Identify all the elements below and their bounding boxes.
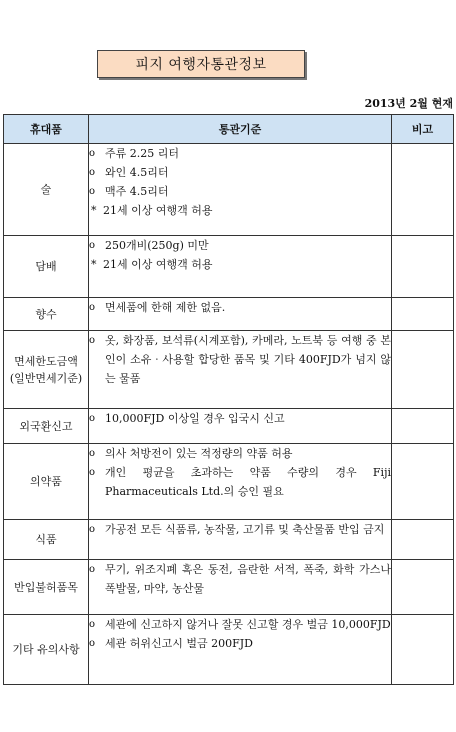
header-remarks: 비고 — [392, 115, 454, 144]
bullet-icon: o — [89, 564, 96, 575]
bullet-icon: o — [89, 413, 96, 424]
standard-text: 와인 4.5리터 — [105, 166, 169, 179]
bullet-icon: o — [89, 524, 96, 535]
table-row — [4, 298, 454, 331]
bullet-icon: o — [89, 619, 96, 630]
table-row — [4, 144, 454, 236]
category-label: (일반면세기준) — [9, 371, 83, 385]
row-standard — [89, 409, 392, 444]
row-standard — [89, 236, 392, 298]
row-category — [4, 236, 89, 298]
row-category — [4, 560, 89, 615]
row-standard — [89, 615, 392, 685]
standard-text: 21세 이상 여행객 허용 — [103, 204, 213, 217]
table-row — [4, 444, 454, 520]
row-standard — [89, 560, 392, 615]
bullet-icon: o — [89, 240, 96, 251]
bullet-icon: o — [89, 148, 96, 159]
category-label: 외국환신고 — [19, 419, 73, 433]
standard-text: 21세 이상 여행객 허용 — [103, 258, 213, 271]
bullet-icon: o — [89, 335, 96, 346]
row-category — [4, 409, 89, 444]
row-standard — [89, 520, 392, 560]
list-item — [89, 255, 391, 274]
category-label: 담배 — [35, 260, 57, 273]
table-row — [4, 331, 454, 409]
list-item — [89, 444, 391, 463]
table-row — [4, 560, 454, 615]
bullet-icon: o — [89, 638, 96, 649]
category-label: 향수 — [35, 307, 57, 321]
list-item — [89, 182, 391, 201]
standard-text: 맥주 4.5리터 — [105, 185, 169, 198]
category-label: 면세한도금액 — [14, 354, 78, 368]
row-category — [4, 298, 89, 331]
category-label: 식품 — [35, 533, 57, 546]
row-category — [4, 444, 89, 520]
standard-text: 10,000FJD 이상일 경우 입국시 신고 — [105, 412, 285, 425]
standard-text: 세관 허위신고시 벌금 200FJD — [105, 637, 253, 650]
list-item — [89, 409, 391, 428]
row-category — [4, 520, 89, 560]
list-item — [89, 560, 391, 598]
row-remarks — [392, 298, 454, 331]
bullet-icon: o — [89, 467, 96, 478]
page-title: 피지 여행자통관정보 — [97, 50, 305, 78]
category-label: 술 — [40, 183, 52, 196]
row-remarks — [392, 236, 454, 298]
table-row — [4, 236, 454, 298]
table-body — [4, 144, 454, 685]
customs-table — [3, 114, 454, 685]
header-category: 휴대품 — [4, 115, 89, 144]
list-item — [89, 634, 391, 653]
list-item — [89, 163, 391, 182]
list-item — [89, 615, 391, 634]
list-item — [89, 144, 391, 163]
list-item — [89, 463, 391, 501]
category-label: 의약품 — [30, 475, 62, 488]
bullet-icon: o — [89, 167, 96, 178]
table-row — [4, 615, 454, 685]
standard-text: 옷, 화장품, 보석류(시계포함), 카메라, 노트북 등 여행 중 본인이 소유‧사용할 합당한 품목 및 기타 400FJD가 넘지 않는 물품 — [105, 334, 391, 385]
table-header-row — [4, 115, 454, 144]
standard-text: 250개비(250g) 미만 — [105, 239, 209, 252]
bullet-icon: o — [89, 448, 96, 459]
category-label: 기타 유의사항 — [12, 643, 80, 656]
standard-text: 주류 2.25 리터 — [105, 147, 179, 160]
list-item — [89, 236, 391, 255]
row-standard — [89, 298, 392, 331]
standard-text: 개인 평균을 초과하는 약품 수량의 경우 Fiji Pharmaceuticals Ltd.의 승인 필요 — [105, 466, 391, 498]
standard-text: 면세품에 한해 제한 없음. — [105, 301, 226, 314]
row-remarks — [392, 520, 454, 560]
row-category — [4, 144, 89, 236]
asterisk-icon: * — [91, 204, 97, 217]
row-remarks — [392, 615, 454, 685]
row-standard — [89, 444, 392, 520]
bullet-icon: o — [89, 302, 96, 313]
table-row — [4, 520, 454, 560]
standard-text: 세관에 신고하지 않거나 잘못 신고할 경우 벌금 10,000FJD — [105, 618, 391, 631]
header-standard: 통관기준 — [89, 115, 392, 144]
category-label: 반입불허품목 — [14, 580, 78, 594]
row-remarks — [392, 444, 454, 520]
asterisk-icon: * — [91, 258, 97, 271]
list-item — [89, 331, 391, 388]
row-remarks — [392, 409, 454, 444]
standard-text: 의사 처방전이 있는 적정량의 약품 허용 — [105, 447, 293, 460]
list-item — [89, 298, 391, 317]
list-item — [89, 201, 391, 220]
table-row — [4, 409, 454, 444]
row-remarks — [392, 331, 454, 409]
bullet-icon: o — [89, 186, 96, 197]
standard-text: 가공전 모든 식품류, 농작물, 고기류 및 축산물품 반입 금지 — [105, 523, 385, 536]
standard-text: 무기, 위조지폐 혹은 동전, 음란한 서적, 폭죽, 화학 가스나 폭발물, 마약, 농산물 — [105, 563, 391, 595]
row-remarks — [392, 560, 454, 615]
row-standard — [89, 144, 392, 236]
row-category — [4, 615, 89, 685]
date-label: 2013년 2월 현재 — [364, 97, 453, 110]
list-item — [89, 520, 391, 539]
row-standard — [89, 331, 392, 409]
row-category — [4, 331, 89, 409]
row-remarks — [392, 144, 454, 236]
